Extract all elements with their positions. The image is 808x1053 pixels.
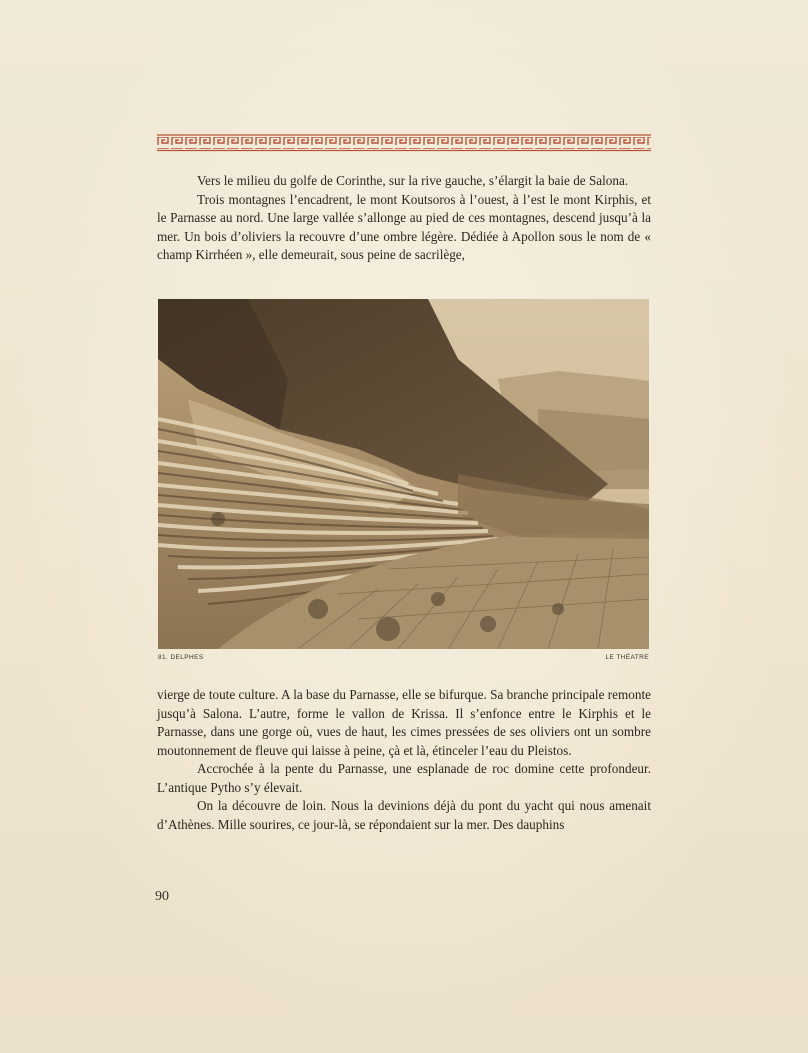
text-block-bottom (157, 686, 651, 834)
greek-key-ornament-icon (157, 134, 651, 152)
paragraph: Accrochée à la pente du Parnasse, une esplanade de roc domine cette profondeur. L’antique Pytho s’y élevait. (157, 761, 651, 795)
text-block-top (157, 172, 651, 265)
paragraph: Trois montagnes l’encadrent, le mont Koutsoros à l’ouest, à l’est le mont Kirphis, et le Parnasse au nord. Une large vallée s’allonge au pied de ces montagnes, descend jusqu’à la mer. Un bois d’oliviers la recouvre d’une ombre légère. Dédiée à Apollon sous le nom de « champ Kirrhéen », elle demeurait, sous peine de sacrilège, (157, 191, 651, 262)
plate-photograph-delphi-theatre (158, 299, 649, 649)
page-number: 90 (155, 889, 169, 904)
plate-title-caption: LE THÉATRE (605, 654, 649, 661)
paragraph: vierge de toute culture. A la base du Parnasse, elle se bifurque. Sa branche principale remonte jusqu’à Salona. L’autre, forme le vallon de Krissa. Il s’enfonce entre le Kirphis et le Parnasse, dans une gorge où, vues de haut, les cimes pressées de ses oliviers ont un sombre moutonnement de fleuve qui laisse à peine, çà et là, étinceler l’eau du Pleistos. (157, 687, 651, 758)
plate-number-caption: 81. DELPHES (158, 654, 204, 661)
paragraph: On la découvre de loin. Nous la devinions déjà du pont du yacht qui nous amenait d’Athènes. Mille sourires, ce jour-là, se répondaient sur la mer. Des dauphins (157, 798, 651, 832)
paragraph: Vers le milieu du golfe de Corinthe, sur la rive gauche, s’élargit la baie de Salona. (197, 173, 629, 188)
